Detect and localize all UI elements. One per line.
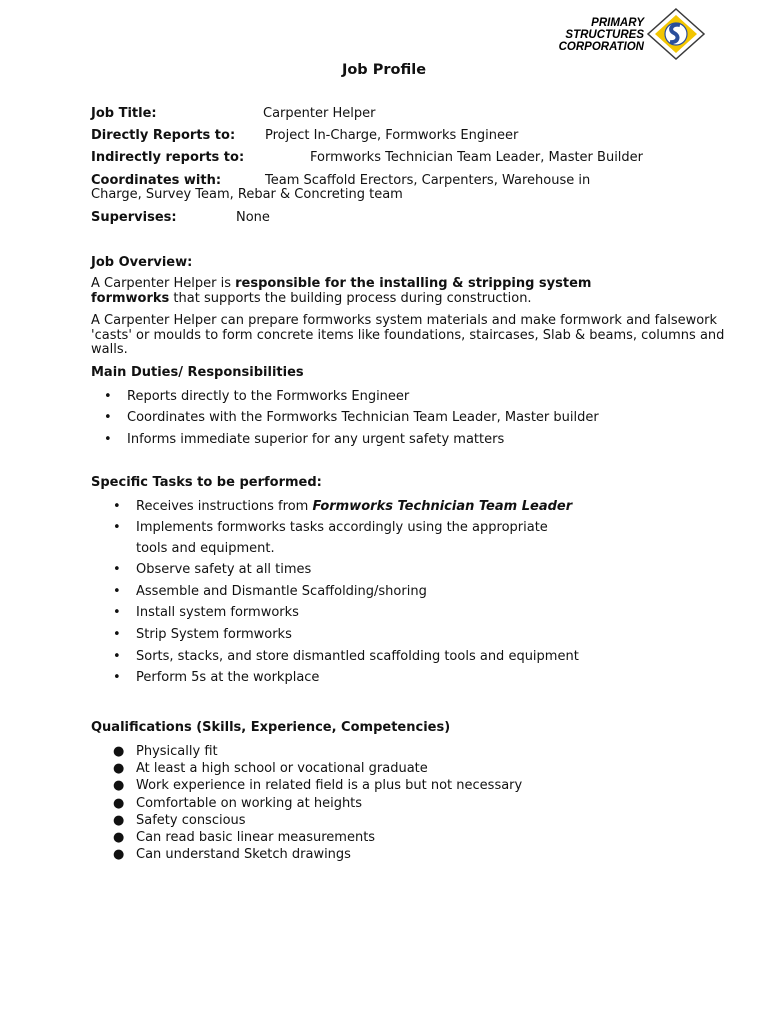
reports-label: Directly Reports to: [91, 128, 236, 143]
reports-value: Project In-Charge, Formworks Engineer [265, 128, 519, 143]
list-item [113, 847, 351, 862]
overview-p1-text-2: that supports the building process during construction. [169, 290, 532, 306]
task-text: Strip System formworks [136, 627, 292, 642]
reports-row [91, 128, 519, 143]
qualification-text: Safety conscious [136, 813, 246, 828]
job-title-label: Job Title: [91, 106, 157, 121]
bullet-icon: • [113, 520, 121, 535]
qualification-text: Work experience in related field is a plus but not necessary [136, 778, 523, 793]
overview-paragraph-2: A Carpenter Helper can prepare formworks system materials and make formwork and falsework 'casts' or moulds to form concrete items like foundations, staircases, Slab & beams, columns and walls. [91, 313, 725, 357]
coordinates-value-line2: Charge, Survey Team, Rebar & Concreting team [91, 187, 403, 202]
supervises-row [91, 210, 270, 225]
bullet-icon: • [104, 432, 112, 447]
bullet-icon: ● [113, 796, 125, 811]
coordinates-value-line1: Team Scaffold Erectors, Carpenters, Warehouse in [265, 173, 591, 188]
task-text: Observe safety at all times [136, 562, 312, 577]
task-text: Receives instructions from [136, 499, 313, 514]
task-text: Sorts, stacks, and store dismantled scaffolding tools and equipment [136, 649, 579, 664]
task-text: Assemble and Dismantle Scaffolding/shoring [136, 584, 427, 599]
overview-p1-bold: responsible for the installing & stripping system [235, 276, 592, 291]
list-item [113, 670, 320, 685]
bullet-icon: ● [113, 813, 125, 828]
qualification-text: Physically fit [136, 744, 218, 759]
bullet-icon: ● [113, 778, 125, 793]
bullet-icon: ● [113, 761, 125, 776]
list-item [104, 410, 599, 425]
job-title-value: Carpenter Helper [263, 106, 376, 121]
list-item [113, 562, 312, 577]
logo-line-3: CORPORATION [558, 41, 644, 53]
task-text: Perform 5s at the workplace [136, 670, 320, 685]
list-item [113, 649, 579, 664]
indirect-row [91, 150, 644, 165]
company-logo [536, 8, 708, 60]
qualification-text: Can understand Sketch drawings [136, 847, 351, 862]
list-item-text: Informs immediate superior for any urgent safety matters [127, 432, 505, 447]
task-text-continued: tools and equipment. [136, 541, 275, 556]
tasks-heading: Specific Tasks to be performed: [91, 475, 322, 490]
list-item [113, 627, 292, 642]
list-item [113, 605, 299, 620]
overview-p1-text: A Carpenter Helper is [91, 276, 236, 291]
list-item-text: Coordinates with the Formworks Technician Team Leader, Master builder [127, 410, 599, 425]
task-text: Install system formworks [136, 605, 299, 620]
logo-text [536, 17, 644, 53]
list-item [113, 830, 376, 845]
overview-p1-bold-2: formworks [91, 290, 170, 306]
duties-heading: Main Duties/ Responsibilities [91, 365, 304, 380]
document-title: Job Profile [341, 62, 427, 78]
bullet-icon: ● [113, 847, 125, 862]
list-item [113, 796, 363, 811]
bullet-icon: • [113, 584, 121, 599]
coordinates-row [91, 173, 591, 188]
overview-paragraph-1 [91, 277, 731, 306]
qualification-text: Can read basic linear measurements [136, 830, 376, 845]
qualifications-heading: Qualifications (Skills, Experience, Competencies) [91, 720, 451, 735]
bullet-icon: • [113, 562, 121, 577]
qualification-text: Comfortable on working at heights [136, 796, 363, 811]
bullet-icon: • [113, 605, 121, 620]
job-title-row [91, 106, 376, 121]
bullet-icon: • [113, 627, 121, 642]
list-item [113, 744, 218, 759]
list-item [113, 499, 573, 514]
bullet-icon: • [113, 670, 121, 685]
list-item [113, 813, 246, 828]
bullet-icon: ● [113, 744, 125, 759]
bullet-icon: • [104, 410, 112, 425]
list-item [113, 761, 428, 776]
task-text: Implements formworks tasks accordingly using the appropriate [136, 520, 548, 535]
list-item [104, 432, 505, 447]
bullet-icon: • [113, 649, 121, 664]
overview-heading: Job Overview: [91, 255, 193, 270]
indirect-label: Indirectly reports to: [91, 150, 245, 165]
supervises-label: Supervises: [91, 210, 177, 225]
bullet-icon: • [104, 389, 112, 404]
logo-line-1: PRIMARY [591, 17, 644, 29]
list-item [113, 584, 427, 599]
task-text-emphasis: Formworks Technician Team Leader [312, 499, 573, 514]
bullet-icon: ● [113, 830, 125, 845]
logo-diamond-icon [646, 8, 706, 60]
qualification-text: At least a high school or vocational graduate [136, 761, 428, 776]
logo-line-2: STRUCTURES [565, 29, 644, 41]
list-item [113, 520, 548, 535]
supervises-value: None [236, 210, 270, 225]
indirect-value: Formworks Technician Team Leader, Master Builder [310, 150, 644, 165]
list-item [104, 389, 410, 404]
bullet-icon: • [113, 499, 121, 514]
list-item-text: Reports directly to the Formworks Engineer [127, 389, 410, 404]
coordinates-label: Coordinates with: [91, 173, 222, 188]
list-item [113, 778, 523, 793]
